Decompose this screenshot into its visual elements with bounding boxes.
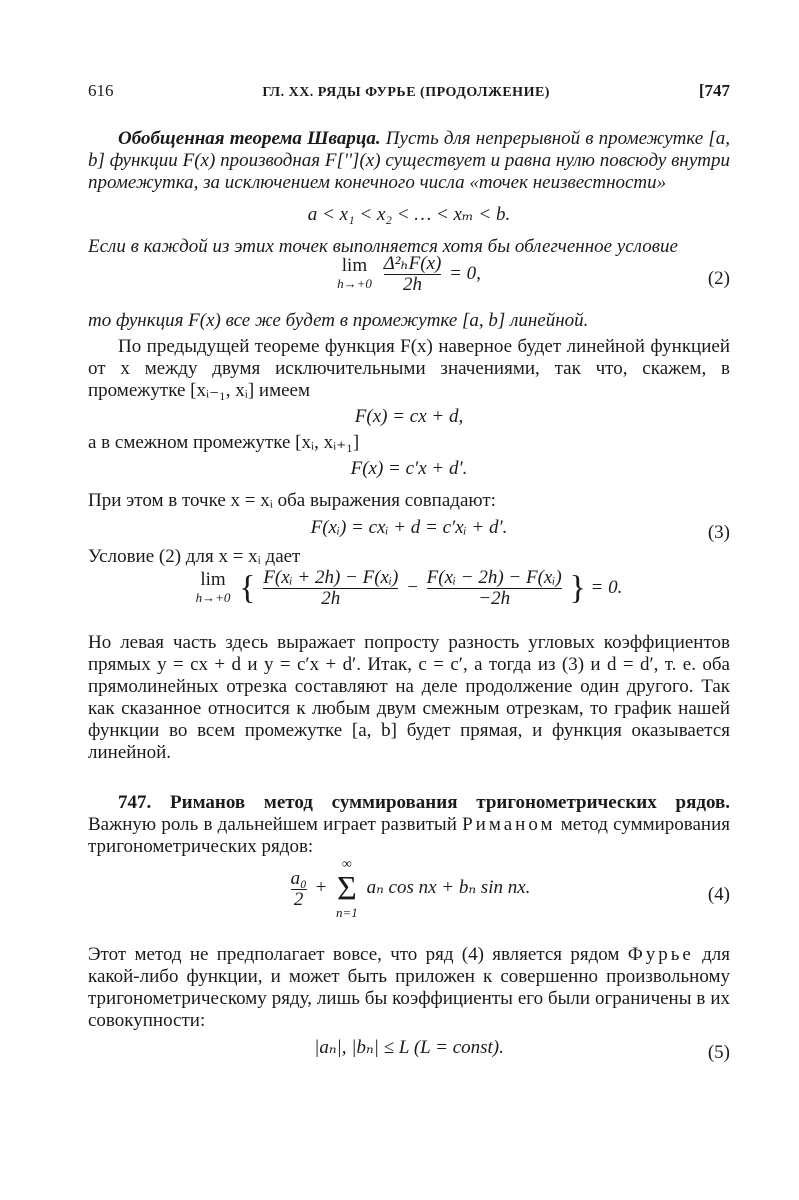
author-name: Риманом [462,814,556,835]
theorem-title: Обобщенная теорема Шварца. [118,128,381,149]
proof-paragraph-5: Но левая часть здесь выражает попросту разность угловых коэффициентов прямых y = cx + d и y = c′x + d′. Итак, c = c′, а тогда из (3) и d = d′, т. е. оба прямолинейных отрезка составляют на деле продолжение один другого. Так как сказанное относится к любым двум смежным отрезкам, то график нашей функции во всем промежутке [a, b] будет прямая, и функция оказывается линейной. [88,632,730,763]
proof-paragraph-4: Условие (2) для x = xᵢ дает [88,546,301,567]
equation-3: F(xᵢ) = cxᵢ + d = c′xᵢ + d′. (3) [310,517,730,543]
section-title: 747. Риманов метод суммирования тригонометрических рядов. [118,792,730,813]
theorem-statement: Пусть для непрерывной в промежутке [a, b] функции F(x) производная F[''](x) существует и равна нулю повсюду внутри промежутка, за исключением конечного числа «точек неизвестности» [88,128,730,193]
theorem-paragraph [88,128,730,194]
condition-intro: Если в каждой из этих точек выполняется хотя бы облегченное условие [88,236,678,257]
equation-5: |aₙ|, |bₙ| ≤ L (L = const). (5) [314,1037,730,1063]
section-ref: [747 [698,81,730,100]
fraction: $\frac{\text{Δ²ₕF(x)}}{2h}$ [383,253,442,295]
running-title: ГЛ. XX. РЯДЫ ФУРЬЕ (ПРОДОЛЖЕНИЕ) [262,85,550,100]
page-header [88,80,730,106]
limit-operator: lim h→+0 [337,254,372,291]
points-equation: a < x₁ < x₂ < … < xₘ < b. [307,204,511,225]
proof-paragraph-3: При этом в точке x = xᵢ оба выражения совпадают: [88,490,496,511]
page-number: 616 [88,81,114,100]
theorem-conclusion: то функция F(x) все же будет в промежутке [a, b] линейной. [88,310,589,331]
equation-limit: lim h→+0 { $\frac{\text{F(xᵢ + 2h) − F(xᵢ)}}{2h}$ − $\frac{\text{F(xᵢ − 2h) − F(xᵢ)}}{-2h}$ } = 0. [195,567,623,609]
equation-label: (2) [707,268,730,289]
section-paragraph: 747. Риманов метод суммирования тригонометрических рядов. Важную роль в дальнейшем играет развитый Риманом метод суммирования тригонометрических рядов: [88,792,731,857]
equation-2: lim h→+0 $\frac{\text{Δ²ₕF(x)}}{2h}$ = 0, (2) [337,253,730,295]
equation-b: F(x) = c′x + d′. [350,458,468,479]
fourier-name: Фурье [627,944,694,965]
sum-operator: ∞ Σ n=1 [336,857,358,920]
equation-4: $\frac{\text{a₀}}{2}$ + ∞ Σ n=1 aₙ cos nx + bₙ sin nx. (4) [290,857,730,920]
proof-paragraph-1: По предыдущей теореме функция F(x) наверное будет линейной функцией от x между двумя исключительными значениями, так что, скажем, в промежутке [xᵢ₋₁, xᵢ] имеем [88,336,730,401]
equation-a: F(x) = cx + d, [354,406,464,427]
section-body: Этот метод не предполагает вовсе, что ряд (4) является рядом Фурье для какой-либо функции, и может быть приложен к совершенно произвольному тригонометрическому ряду, лишь бы коэффициенты его были ограничены в их совокупности: [88,944,730,1031]
book-page [88,80,730,1064]
proof-paragraph-2: а в смежном промежутке [xᵢ, xᵢ₊₁] [88,432,360,453]
